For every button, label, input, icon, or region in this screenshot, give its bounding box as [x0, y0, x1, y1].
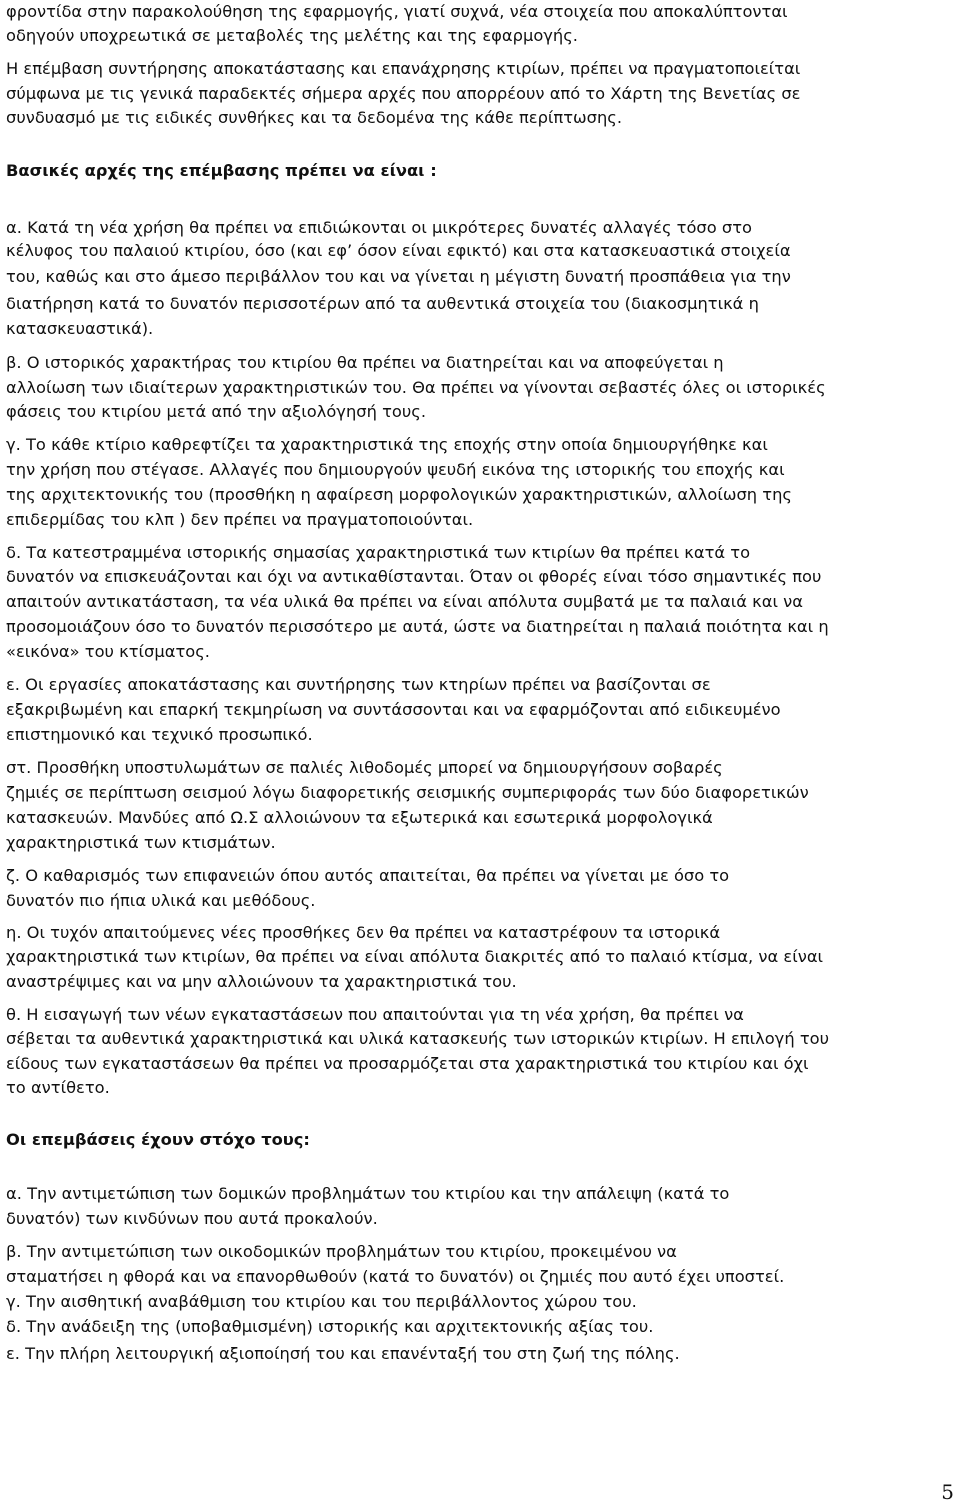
text-line: οδηγούν υποχρεωτικά σε μεταβολές της μελέτης και της εφαρμογής.	[6, 26, 578, 45]
text-line: εξακριβωμένη και επαρκή τεκμηρίωση να συντάσσονται και να εφαρμόζονται από ειδικευμένο	[6, 700, 781, 719]
text-line: στ. Προσθήκη υποστυλωμάτων σε παλιές λιθοδομές μπορεί να δημιουργήσουν σοβαρές	[6, 758, 723, 777]
text-line: γ. Την αισθητική αναβάθμιση του κτιρίου και του περιβάλλοντος χώρου του.	[6, 1292, 637, 1311]
section-heading: Οι επεμβάσεις έχουν στόχο τους:	[6, 1130, 310, 1149]
text-line: της αρχιτεκτονικής του (προσθήκη η αφαίρεση μορφολογικών χαρακτηριστικών, αλλοίωση της	[6, 485, 792, 504]
text-line: κατασκευαστικά).	[6, 319, 154, 338]
text-line: σταματήσει η φθορά και να επανορθωθούν (κατά το δυνατόν) οι ζημιές που αυτό έχει υποστεί.	[6, 1267, 785, 1286]
text-line: αναστρέψιμες και να μην αλλοιώνουν τα χαρακτηριστικά του.	[6, 972, 517, 991]
text-line: ζ. Ο καθαρισμός των επιφανειών όπου αυτός απαιτείται, θα πρέπει να γίνεται με όσο το	[6, 866, 730, 885]
text-line: δυνατόν να επισκευάζονται και όχι να αντικαθίστανται. Όταν οι φθορές είναι τόσο σημαντικές που	[6, 567, 822, 586]
text-line: συνδυασμό με τις ειδικές συνθήκες και τα δεδομένα της κάθε περίπτωσης.	[6, 108, 623, 127]
text-line: σύμφωνα με τις γενικά παραδεκτές σήμερα αρχές που απορρέουν από το Χάρτη της Βενετίας σε	[6, 84, 801, 103]
text-line: β. Την αντιμετώπιση των οικοδομικών προβλημάτων του κτιρίου, προκειμένου να	[6, 1242, 677, 1261]
text-line: χαρακτηριστικά των κτιρίων, θα πρέπει να είναι απόλυτα διακριτές από το παλαιό κτίσμα, να είναι	[6, 947, 824, 966]
text-line: δ. Την ανάδειξη της (υποβαθμισμένη) ιστορικής και αρχιτεκτονικής αξίας του.	[6, 1317, 654, 1336]
text-line: επιδερμίδας του κλπ ) δεν πρέπει να πραγματοποιούνται.	[6, 510, 474, 529]
text-line: ζημιές σε περίπτωση σεισμού λόγω διαφορετικής σεισμικής συμπεριφοράς των δύο διαφορετικών	[6, 783, 809, 802]
text-line: α. Κατά τη νέα χρήση θα πρέπει να επιδιώκονται οι μικρότερες δυνατές αλλαγές τόσο στο	[6, 218, 752, 237]
text-line: Η επέμβαση συντήρησης αποκατάστασης και επανάχρησης κτιρίων, πρέπει να πραγματοποιείται	[6, 59, 801, 78]
text-line: κέλυφος του παλαιού κτιρίου, όσο (και εφ’ όσον είναι εφικτό) και στα κατασκευαστικά στοιχεία	[6, 241, 791, 260]
text-line: α. Την αντιμετώπιση των δομικών προβλημάτων του κτιρίου και την απάλειψη (κατά το	[6, 1184, 730, 1203]
text-line: επιστημονικό και τεχνικό προσωπικό.	[6, 725, 313, 744]
text-line: η. Οι τυχόν απαιτούμενες νέες προσθήκες δεν θα πρέπει να καταστρέφουν τα ιστορικά	[6, 923, 721, 942]
text-line: δυνατόν πιο ήπια υλικά και μεθόδους.	[6, 891, 316, 910]
text-line: το αντίθετο.	[6, 1078, 110, 1097]
page-number: 5	[941, 1480, 954, 1504]
text-line: φροντίδα στην παρακολούθηση της εφαρμογής, γιατί συχνά, νέα στοιχεία που αποκαλύπτονται	[6, 2, 788, 21]
text-line: δ. Τα κατεστραμμένα ιστορικής σημασίας χαρακτηριστικά των κτιρίων θα πρέπει κατά το	[6, 543, 751, 562]
text-line: την χρήση που στέγασε. Αλλαγές που δημιουργούν ψευδή εικόνα της ιστορικής του εποχής και	[6, 460, 785, 479]
text-line: χαρακτηριστικά των κτισμάτων.	[6, 833, 276, 852]
text-line: γ. Το κάθε κτίριο καθρεφτίζει τα χαρακτηριστικά της εποχής στην οποία δημιουργήθηκε και	[6, 435, 768, 454]
text-line: ε. Την πλήρη λειτουργική αξιοποίησή του και επανένταξή του στη ζωή της πόλης.	[6, 1344, 680, 1363]
text-line: του, καθώς και στο άμεσο περιβάλλον του και να γίνεται η μέγιστη δυνατή προσπάθεια για την	[6, 267, 791, 286]
section-heading: Βασικές αρχές της επέμβασης πρέπει να είναι :	[6, 161, 437, 180]
text-line: κατασκευών. Μανδύες από Ω.Σ αλλοιώνουν τα εξωτερικά και εσωτερικά μορφολογικά	[6, 808, 713, 827]
text-line: φάσεις του κτιρίου μετά από την αξιολόγησή τους.	[6, 402, 426, 421]
text-line: β. Ο ιστορικός χαρακτήρας του κτιρίου θα πρέπει να διατηρείται και να αποφεύγεται η	[6, 353, 724, 372]
text-line: διατήρηση κατά το δυνατόν περισσοτέρων από τα αυθεντικά στοιχεία του (διακοσμητικά η	[6, 294, 759, 313]
text-line: «εικόνα» του κτίσματος.	[6, 642, 210, 661]
text-line: δυνατόν) των κινδύνων που αυτά προκαλούν.	[6, 1209, 378, 1228]
text-line: προσομοιάζουν όσο το δυνατόν περισσότερο με αυτά, ώστε να διατηρείται η παλαιά ποιότητα και η	[6, 617, 829, 636]
text-line: αλλοίωση των ιδιαίτερων χαρακτηριστικών του. Θα πρέπει να γίνονται σεβαστές όλες οι ιστορικές	[6, 378, 826, 397]
text-line: απαιτούν αντικατάσταση, τα νέα υλικά θα πρέπει να είναι απόλυτα συμβατά με τα παλαιά και να	[6, 592, 803, 611]
text-line: θ. Η εισαγωγή των νέων εγκαταστάσεων που απαιτούνται για τη νέα χρήση, θα πρέπει να	[6, 1005, 744, 1024]
text-line: ε. Οι εργασίες αποκατάστασης και συντήρησης των κτηρίων πρέπει να βασίζονται σε	[6, 675, 711, 694]
text-line: σέβεται τα αυθεντικά χαρακτηριστικά και υλικά κατασκευής των ιστορικών κτιρίων. Η επιλογή του	[6, 1029, 829, 1048]
text-line: είδους των εγκαταστάσεων θα πρέπει να προσαρμόζεται στα χαρακτηριστικά του κτιρίου και όχι	[6, 1054, 809, 1073]
